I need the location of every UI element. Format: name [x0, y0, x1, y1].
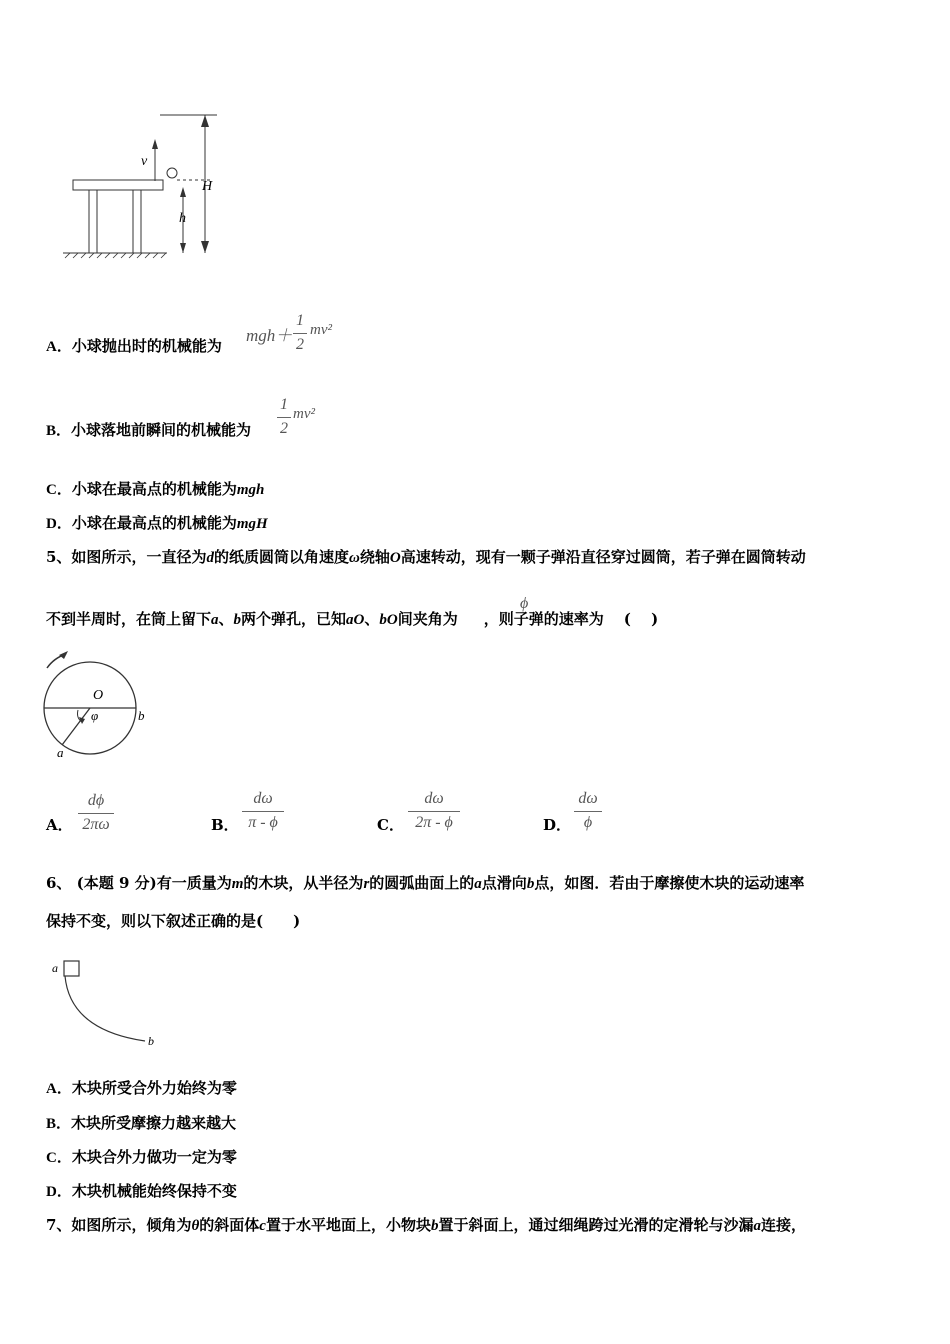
- q7-stem-line1: 7、如图所示，倾角为θ的斜面体c置于水平地面上，小物块b置于斜面上，通过细绳跨过光滑的定滑轮与沙漏a连接，: [46, 1216, 806, 1234]
- q5-option-b-fraction: dω π - ϕ: [240, 788, 286, 838]
- figure-cylinder: [38, 648, 158, 760]
- q5-option-d-letter: D．: [543, 816, 572, 834]
- q5-option-c-letter: C．: [377, 816, 404, 834]
- label-arc-a: a: [52, 961, 58, 975]
- q5-option-a-letter: A．: [46, 816, 73, 834]
- q4-option-a: A．小球抛出时的机械能为: [46, 337, 222, 355]
- label-v: v: [141, 154, 148, 169]
- q5-option-c-fraction: dω 2π - ϕ: [406, 788, 462, 838]
- q6-option-c: C．木块合外力做功一定为零: [46, 1148, 237, 1166]
- q5-option-d-fraction: dω ϕ: [572, 788, 604, 838]
- q4-option-c: C．小球在最高点的机械能为mgh: [46, 480, 265, 498]
- figure-table-ball: [55, 105, 235, 265]
- q4-option-b: B．小球落地前瞬间的机械能为: [46, 421, 252, 439]
- figure-arc: [48, 955, 163, 1050]
- q5-phi-symbol: ϕ: [520, 595, 529, 612]
- q4-b-fraction: 1 2: [276, 396, 292, 440]
- label-h: h: [179, 211, 186, 226]
- q5-stem-line2: 不到半周时，在筒上留下a、b两个弹孔，已知aO、bO间夹角为 ，则子弹的速率为 ( ): [46, 610, 659, 628]
- q4-option-d: D．小球在最高点的机械能为mgH: [46, 514, 268, 532]
- label-arc-b: b: [148, 1034, 154, 1048]
- q6-option-b: B．木块所受摩擦力越来越大: [46, 1114, 237, 1132]
- label-b: b: [138, 708, 145, 723]
- q6-stem-line1: 6、 (本题 9 分)有一质量为m的木块，从半径为r的圆弧曲面上的a点滑向b点，如图．若由于摩擦使木块的运动速率: [46, 874, 805, 892]
- q4-a-math-suffix: mv²: [310, 322, 332, 338]
- q5-stem-line1: 5、如图所示，一直径为d的纸质圆筒以角速度ω绕轴O高速转动，现有一颗子弹沿直径穿过圆筒，若子弹在圆筒转动: [46, 548, 806, 566]
- label-O: O: [93, 688, 104, 703]
- label-H: H: [202, 179, 213, 194]
- q4-a-math-prefix: mgh＋: [246, 326, 293, 345]
- q4-b-math-suffix: mv²: [293, 406, 315, 422]
- q5-option-a-fraction: dϕ 2πω: [76, 790, 116, 840]
- q6-stem-line2: 保持不变，则以下叙述正确的是( ): [46, 912, 301, 930]
- q6-option-d: D．木块机械能始终保持不变: [46, 1182, 237, 1200]
- q4-a-fraction: 1 2: [292, 312, 308, 356]
- q6-option-a: A．木块所受合外力始终为零: [46, 1079, 237, 1097]
- q5-option-b-letter: B．: [211, 816, 239, 834]
- label-phi: φ: [91, 708, 99, 723]
- label-a: a: [57, 745, 64, 760]
